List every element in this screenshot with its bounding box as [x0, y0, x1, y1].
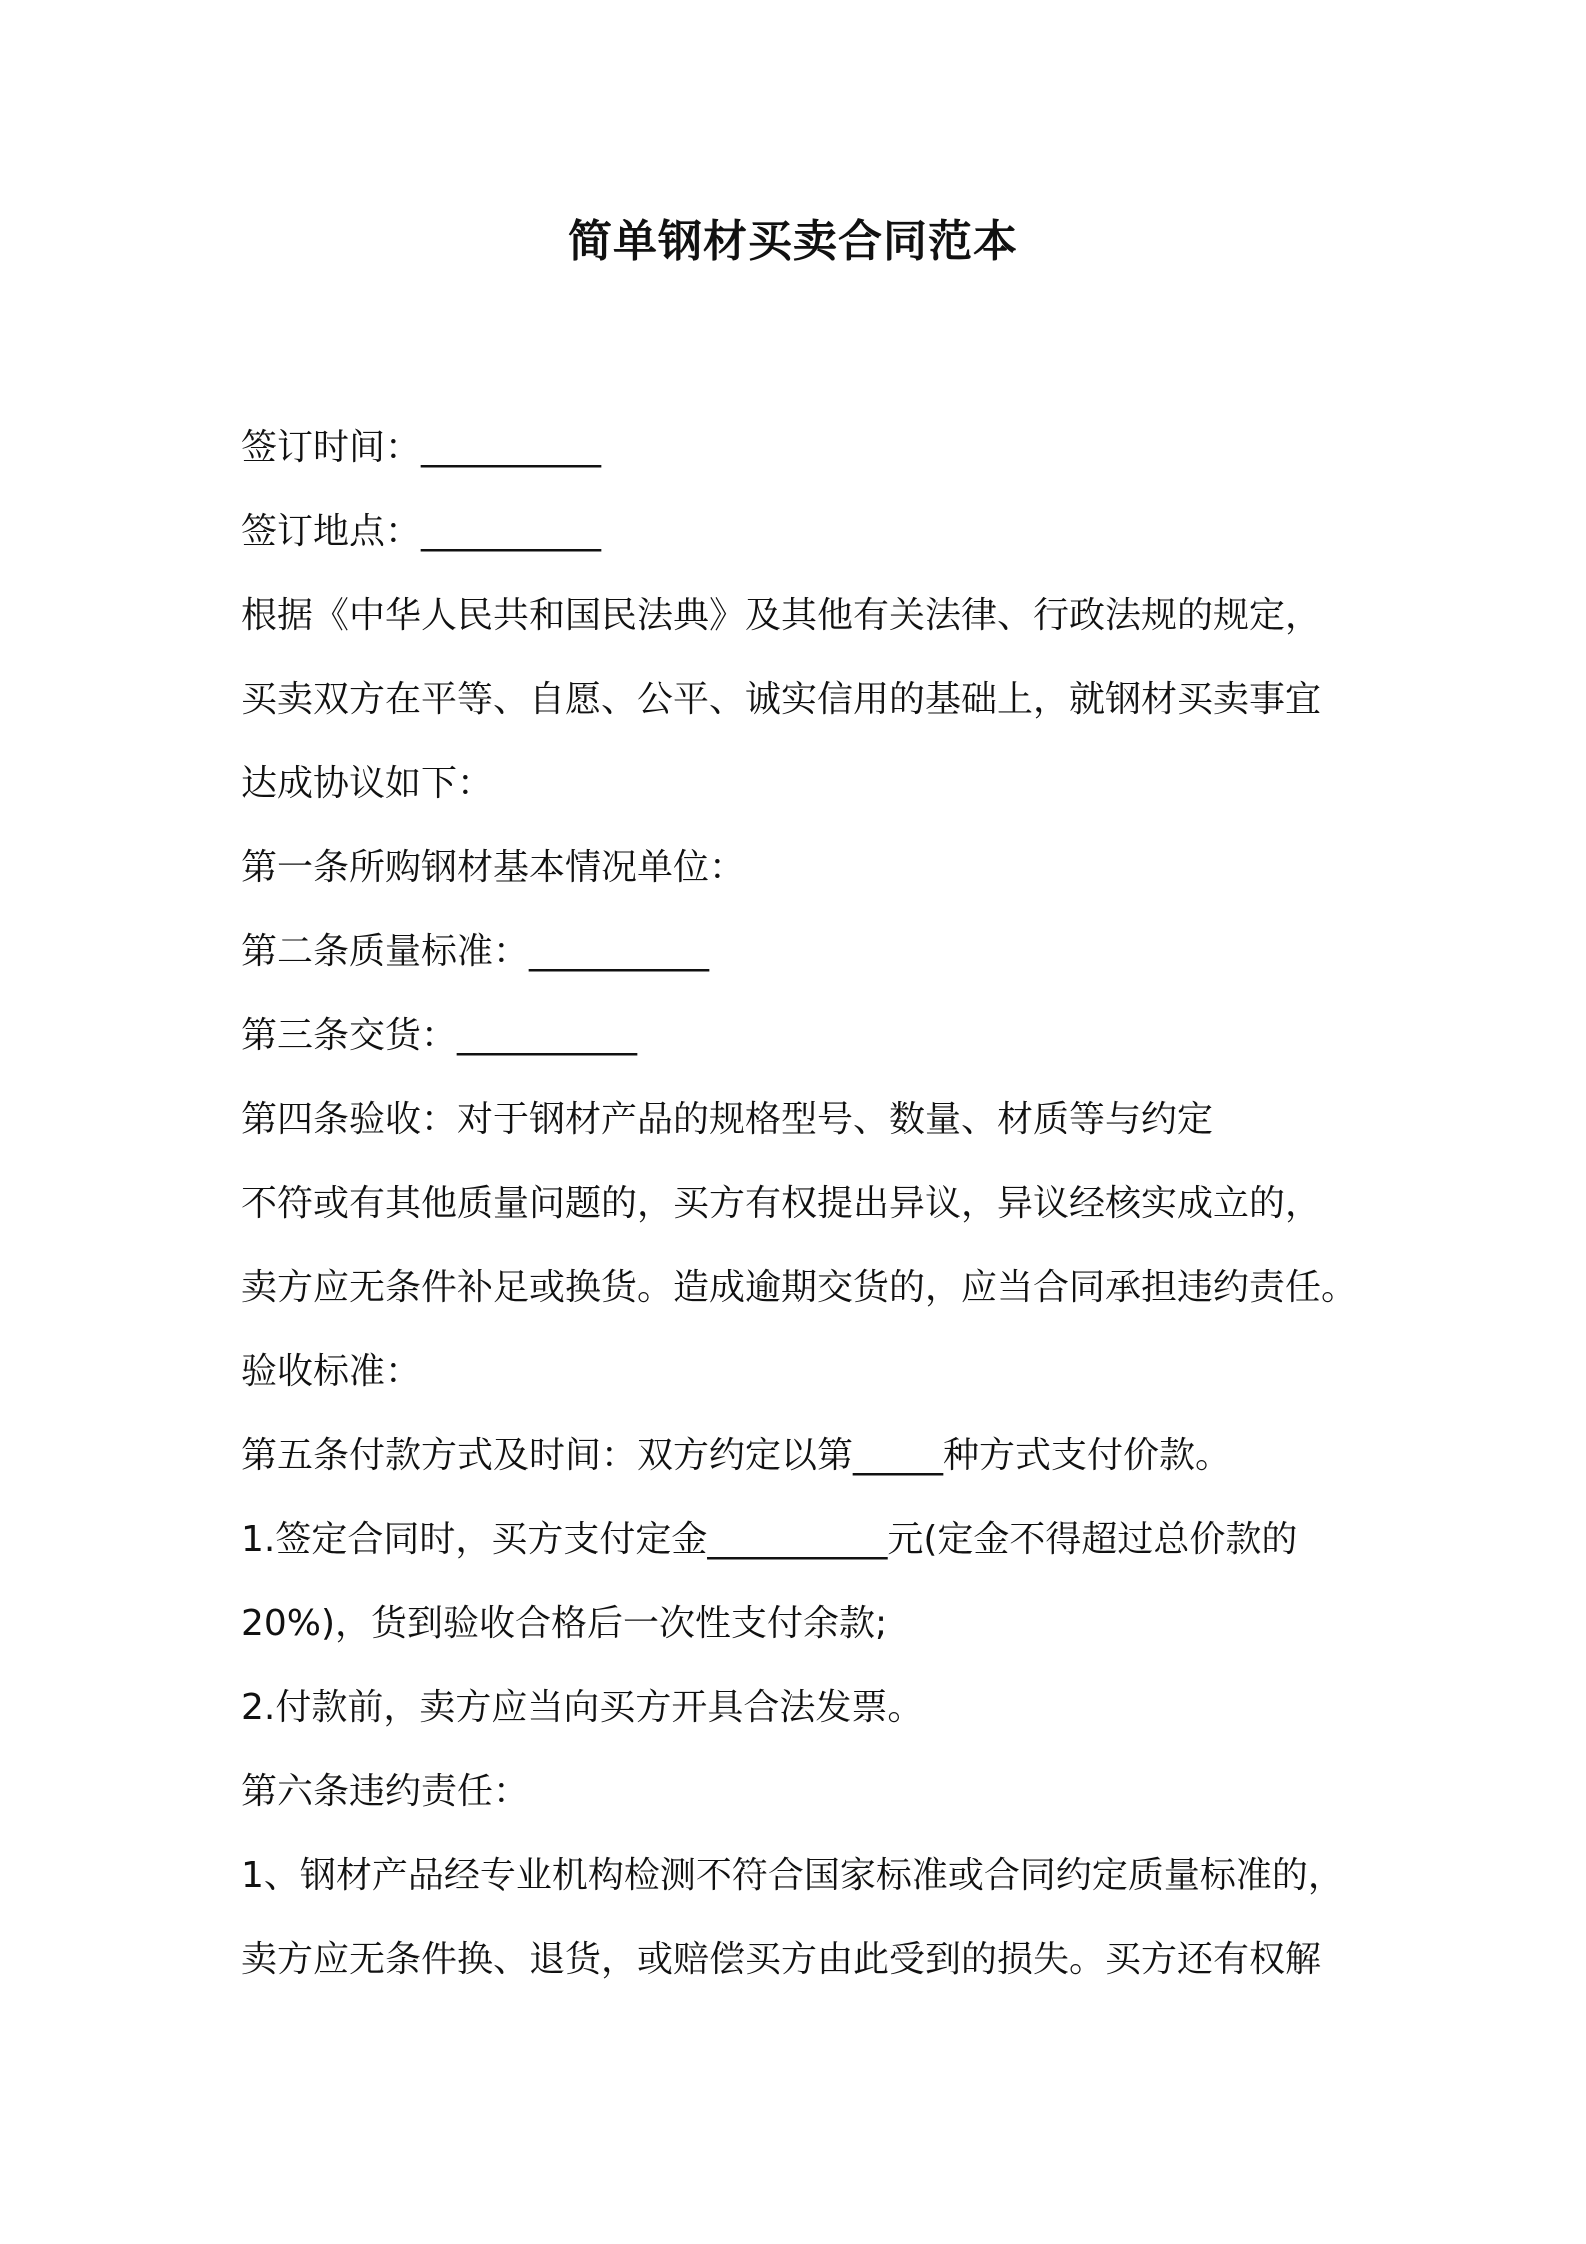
- document-body: [241, 406, 1361, 2002]
- article-2-line: 第二条质量标准：__________: [241, 931, 710, 972]
- article-3-line: 第三条交货：__________: [241, 1015, 638, 1056]
- signing-place-line: 签订地点：__________: [241, 511, 602, 552]
- preamble-line-1: 根据《中华人民共和国民法典》及其他有关法律、行政法规的规定，: [241, 595, 1322, 636]
- payment-item-1-line-2: 20%)，货到验收合格后一次性支付余款;: [241, 1603, 888, 1644]
- article-4-line-2: 不符或有其他质量问题的，买方有权提出异议，异议经核实成立的，: [241, 1183, 1322, 1224]
- acceptance-standard-line: 验收标准：: [241, 1351, 422, 1392]
- payment-item-2-line: 2.付款前，卖方应当向买方开具合法发票。: [241, 1687, 924, 1728]
- article-6-line: 第六条违约责任：: [241, 1771, 530, 1812]
- liability-item-1-line-1: 1、钢材产品经专业机构检测不符合国家标准或合同约定质量标准的，: [241, 1855, 1344, 1896]
- article-4-line-3: 卖方应无条件补足或换货。造成逾期交货的，应当合同承担违约责任。: [241, 1267, 1358, 1308]
- preamble-line-2: 买卖双方在平等、自愿、公平、诚实信用的基础上，就钢材买卖事宜: [241, 679, 1322, 720]
- article-1-line: 第一条所购钢材基本情况单位：: [241, 847, 746, 888]
- signing-date-line: 签订时间：__________: [241, 427, 602, 468]
- article-4-line-1: 第四条验收：对于钢材产品的规格型号、数量、材质等与约定: [241, 1099, 1214, 1140]
- document-title: 简单钢材买卖合同范本: [568, 216, 1018, 267]
- liability-item-1-line-2: 卖方应无条件换、退货，或赔偿买方由此受到的损失。买方还有权解: [241, 1939, 1322, 1980]
- preamble-line-3: 达成协议如下：: [241, 763, 494, 804]
- payment-item-1-line-1: 1.签定合同时，买方支付定金__________元(定金不得超过总价款的: [241, 1519, 1298, 1560]
- article-5-line: 第五条付款方式及时间：双方约定以第_____种方式支付价款。: [241, 1435, 1232, 1476]
